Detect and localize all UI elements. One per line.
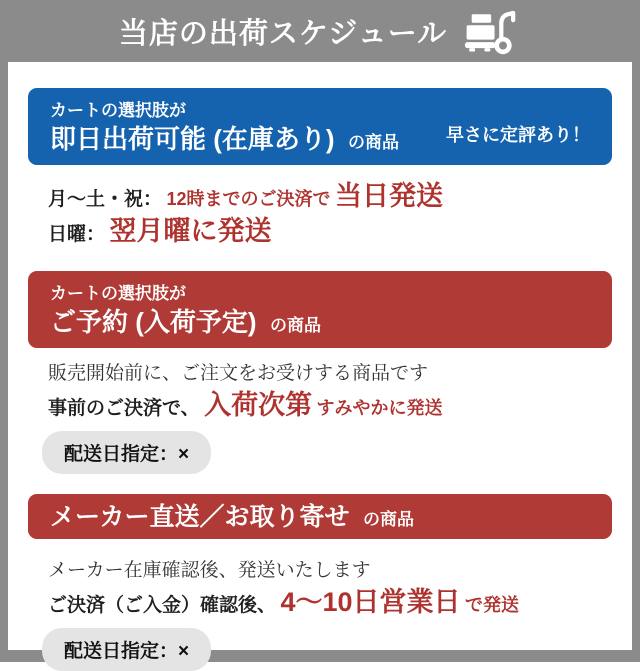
preorder-badge-row <box>42 431 612 474</box>
direct-condition: ご決済（ご入金）確認後、 <box>48 595 277 616</box>
direct-description: メーカー在庫確認後、発送いたします <box>48 560 371 581</box>
preorder-description: 販売開始前に、ご注文をお受けする商品です <box>48 363 429 384</box>
same-day-weekday-row <box>48 181 612 216</box>
sunday-label: 日曜： <box>48 224 106 245</box>
preorder-result-big: 入荷次第 <box>204 390 313 420</box>
page-title: 当店の出荷スケジュール <box>118 17 448 50</box>
preorder-description-row <box>48 358 612 390</box>
preorder-details <box>48 358 612 425</box>
preorder-result-tail: すみやかに発送 <box>316 398 443 418</box>
direct-description-row <box>48 555 612 587</box>
banner-preorder-suffix: の商品 <box>270 315 321 335</box>
delivery-date-badge: 配送日指定：× <box>42 431 211 474</box>
direct-badge-row <box>42 628 612 671</box>
content <box>8 62 632 662</box>
weekday-label: 月〜土・祝： <box>48 189 163 210</box>
banner-same-day-line2 <box>50 123 399 155</box>
same-day-details <box>48 181 612 251</box>
sunday-result: 翌月曜に発送 <box>109 216 272 246</box>
preorder-condition: 事前のご決済で、 <box>48 398 200 419</box>
banner-preorder <box>28 271 612 348</box>
preorder-shipping-row <box>48 390 612 425</box>
direct-result-tail: で発送 <box>464 595 519 615</box>
banner-same-day-suffix: の商品 <box>348 132 399 152</box>
banner-same-day <box>28 88 612 165</box>
direct-shipping-row <box>48 587 612 622</box>
banner-preorder-highlight: ご予約 (入荷予定) <box>50 306 257 337</box>
direct-result-big: 4〜10日営業日 <box>280 587 461 617</box>
delivery-date-badge: 配送日指定：× <box>42 628 211 671</box>
banner-same-day-line1: カートの選択肢が <box>50 100 186 120</box>
banner-same-day-text <box>50 99 399 155</box>
banner-preorder-text <box>50 282 321 338</box>
banner-direct-highlight: メーカー直送／お取り寄せ <box>50 502 350 531</box>
weekday-condition: 12時までのご決済で <box>166 189 331 209</box>
banner-same-day-highlight: 即日出荷可能 (在庫あり) <box>50 123 335 154</box>
banner-preorder-line2 <box>50 306 321 338</box>
same-day-sunday-row <box>48 216 612 251</box>
banner-direct-text <box>50 501 414 533</box>
header <box>0 0 640 62</box>
weekday-result: 当日発送 <box>334 181 443 211</box>
side-note: 早さに定評あり！ <box>446 124 590 145</box>
banner-direct-suffix: の商品 <box>362 509 414 529</box>
banner-preorder-line1: カートの選択肢が <box>50 283 186 303</box>
hand-truck-icon <box>463 10 521 54</box>
banner-direct <box>28 494 612 539</box>
direct-details <box>48 555 612 622</box>
